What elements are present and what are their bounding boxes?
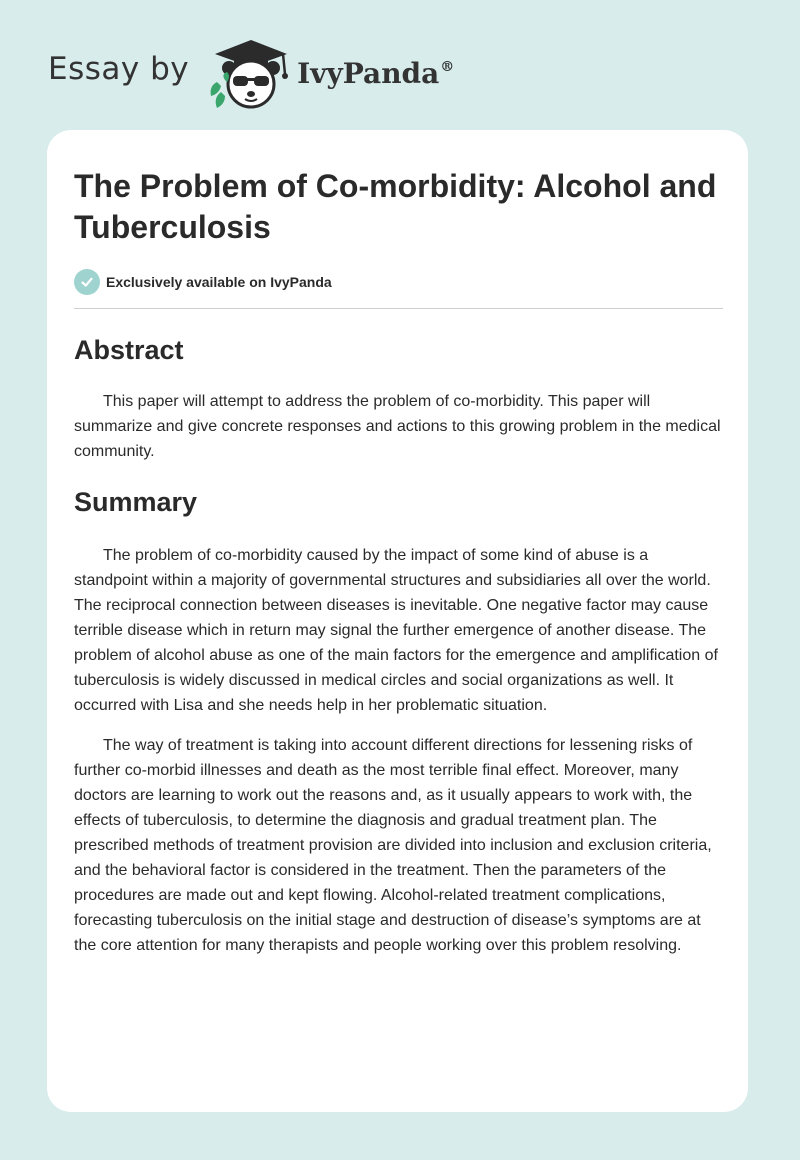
- article-title: The Problem of Co-morbidity: Alcohol and Tuberculosis: [74, 168, 717, 245]
- exclusive-label: Exclusively available on IvyPanda: [106, 274, 332, 290]
- registered-mark: ®: [440, 58, 455, 75]
- article-card: [47, 130, 748, 1112]
- divider: [74, 308, 723, 309]
- abstract-paragraph: This paper will attempt to address the problem of co-morbidity. This paper will summarize and give concrete responses and actions to this growing problem in the medical community.: [74, 393, 721, 460]
- article-content: [74, 130, 723, 958]
- panda-graduate-logo-icon[interactable]: [203, 34, 293, 110]
- exclusive-badge: [74, 268, 723, 296]
- check-circle-icon: [74, 269, 100, 295]
- site-header: [48, 34, 454, 110]
- brand-name-text: IvyPanda: [297, 56, 440, 90]
- brand-name[interactable]: [297, 57, 454, 90]
- summary-paragraph-2: The way of treatment is taking into account different directions for lessening risks of further co-morbid illnesses and death as the most terrible final effect. Moreover, many doctors are learning to work out the reasons and, as it usually appears to work with, the effects of tuberculosis, to determine the diagnosis and gradual treatment plan. The prescribed methods of treatment provision are divided into inclusion and exclusion criteria, and the behavioral factor is considered in the treatment. Then the parameters of the procedures are made out and kept flowing. Alcohol-related treatment complications, forecasting tuberculosis on the initial stage and destruction of disease’s symptoms are at the core attention for many therapists and people working over this problem resolving.: [74, 737, 712, 954]
- section-heading-abstract: Abstract: [74, 335, 184, 365]
- section-heading-summary: Summary: [74, 487, 198, 517]
- essay-by-label: Essay by: [48, 51, 190, 87]
- summary-paragraph-1: The problem of co-morbidity caused by the impact of some kind of abuse is a standpoint within a majority of governmental structures and subsidiaries all over the world. The reciprocal connection between diseases is inevitable. One negative factor may cause terrible disease which in return may signal the further emergence of another disease. The problem of alcohol abuse as one of the main factors for the emergence and amplification of tuberculosis is widely discussed in medical circles and social organizations as well. It occurred with Lisa and she needs help in her problematic situation.: [74, 547, 718, 714]
